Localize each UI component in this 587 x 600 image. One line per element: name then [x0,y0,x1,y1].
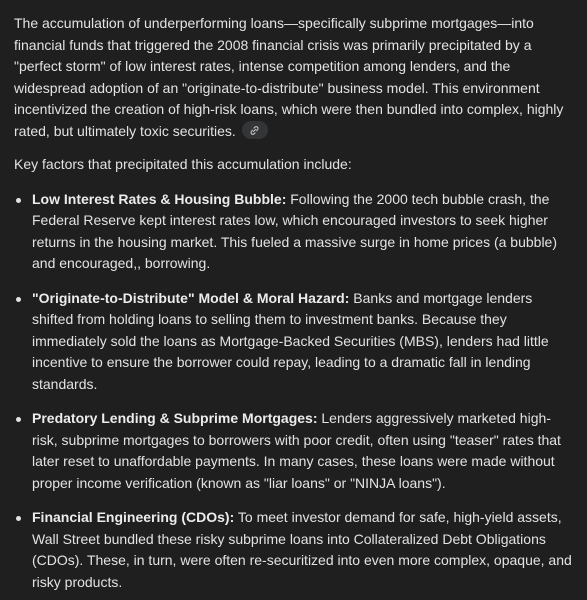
source-link-chip[interactable] [242,121,268,139]
list-item [14,288,573,396]
list-item [14,189,573,275]
intro-paragraph [14,13,573,142]
link-icon [249,125,260,136]
bullet-dot [16,198,21,203]
factor-text: Banks and mortgage lenders shifted from holding loans to selling them to investment banks. Because they immediately sold the loans as Mortgage-Backed Securities (MBS), lenders had little incentive to ensure the borrower could repay, leading to a dramatic fall in lending standards. [32,289,549,392]
key-factors-list [14,189,573,594]
factor-text: Lenders aggressively marketed high-risk, subprime mortgages to borrowers with poor credit, often using "teaser" rates that later reset to unaffordable payments. In many cases, these loans were made without proper income verification (known as "liar loans" or "NINJA loans"). [32,410,561,491]
intro-text: The accumulation of underperforming loans—specifically subprime mortgages—into financial funds that triggered the 2008 financial crisis was primarily precipitated by a "perfect storm" of low interest rates, intense competition among lenders, and the widespread adoption of an "originate-to-distribute" business model. This environment incentivized the creation of high-risk loans, which were then bundled into complex, highly rated, but ultimately toxic securities. [14,15,564,139]
bullet-dot [16,297,21,302]
list-item [14,507,573,593]
factor-term: "Originate-to-Distribute" Model & Moral Hazard: [32,289,350,306]
bullet-dot [16,417,21,422]
factor-text: Following the 2000 tech bubble crash, the Federal Reserve kept interest rates low, which encouraged investors to seek higher returns in the housing market. This fueled a massive surge in home prices (a bubble) and encouraged,, borrowing. [32,190,558,271]
bullet-dot [16,516,21,521]
key-factors-lead: Key factors that precipitated this accumulation include: [14,156,352,172]
factor-term: Financial Engineering (CDOs): [32,509,235,525]
factor-term: Predatory Lending & Subprime Mortgages: [32,410,318,426]
factor-term: Low Interest Rates & Housing Bubble: [32,190,287,207]
factor-text: To meet investor demand for safe, high-yield assets, Wall Street bundled these risky subprime loans into Collateralized Debt Obligations (CDOs). These, in turn, were often re-securitized into even more complex, opaque, and risky products. [32,509,572,590]
list-item [14,408,573,494]
